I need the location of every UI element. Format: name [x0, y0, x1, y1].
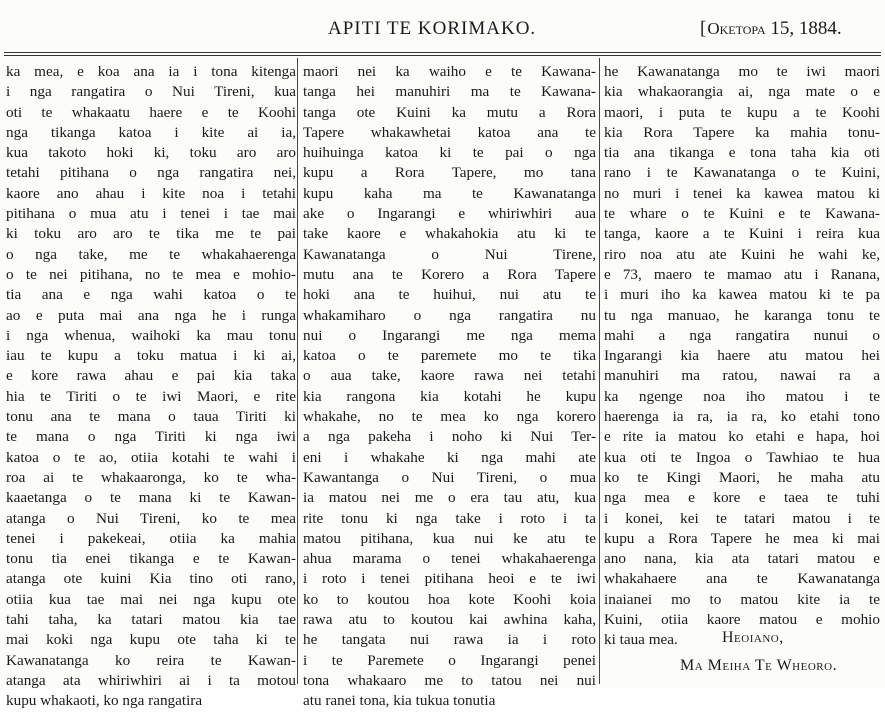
text-line: whakahe, no te mea ko nga korero — [303, 408, 596, 426]
text-line: tanga ote Kuini ka mutu a Rora — [303, 103, 596, 121]
text-line: huihuinga katoa ki te pai o nga — [303, 144, 596, 162]
text-line: tu nga manuao, he karanga tonu te — [604, 306, 880, 324]
text-line: o aua take, kaore rawa nei tetahi — [303, 367, 596, 385]
text-line: tia ana e nga wahi katoa o te — [6, 286, 296, 304]
text-line: nga tikanga katoa i kite ai ia, — [6, 123, 296, 141]
text-line: katoa o te paremete mo te tika — [303, 347, 596, 365]
text-line: ao e puta mai ana nga he i runga — [6, 306, 296, 324]
text-line: no muri i tenei ka kawea matou ki — [604, 184, 880, 202]
text-line: kupu whakaoti, ko nga rangatira — [6, 692, 203, 710]
text-line: i nga whenua, waihoki ka mau tonu — [6, 326, 296, 344]
text-column-1 — [6, 62, 296, 712]
text-line: kua oti te Ingoa o Tawhiao te hua — [604, 448, 880, 466]
text-line: Kawanatanga ko reira te Kawan- — [6, 651, 296, 669]
text-line: tenei i pakekeai, otiia ka mahia — [6, 529, 296, 547]
text-line: rano i te Kawanatanga o te Kuini, — [604, 164, 880, 182]
text-line: tahi taha, ka tatari matou kia tae — [6, 611, 296, 629]
text-line: i roto i tenei pitihana heoi e te iwi — [303, 570, 596, 588]
text-line: atanga ata whiriwhiri ai i ta motou — [6, 671, 296, 689]
text-line: haerenga ia ra, ia ra, ko etahi tono — [604, 408, 880, 426]
text-line: he tangata nui rawa ia i roto — [303, 631, 596, 649]
text-line: ki taua mea. — [604, 631, 678, 649]
text-line: ake o Ingarangi e whiriwhiri aua — [303, 205, 596, 223]
text-line: Kuini, otiia kaore matou e mohio — [604, 611, 880, 629]
text-line: atanga ote kuini Kia tino oti rano, — [6, 570, 296, 588]
text-line: o te nei pitihana, no te mea e mohio- — [6, 265, 296, 283]
header-rule-secondary — [4, 55, 881, 56]
signature-closing: Heoiano, — [722, 629, 784, 646]
text-line: nui o Ingarangi me nga mema — [303, 326, 596, 344]
text-line: kaore ano ahau i kite noa i tetahi — [6, 184, 296, 202]
text-line: e rite ia matou ko etahi e hapa, hoi — [604, 428, 880, 446]
text-line: tonu ana te mana o taua Tiriti ki — [6, 408, 296, 426]
header-rule — [4, 52, 881, 53]
text-line: eni i whakahe ki nga mahi ate — [303, 448, 596, 466]
text-line: ki toku aro aro te tika me te pai — [6, 225, 296, 243]
text-line: hoki ana te huihui, nui atu te — [303, 286, 596, 304]
text-line: mahi a nga rangatira nunui o — [604, 326, 880, 344]
text-line: tanga hei manuhiri ma te Kawana- — [303, 83, 596, 101]
text-line: o nga take, me te whakahaerenga — [6, 245, 296, 263]
text-line: e 73, maero te mamao atu i Ranana, — [604, 265, 880, 283]
text-line: atu ranei tona, kia tukua tonutia — [303, 692, 496, 710]
text-column-3 — [604, 62, 880, 651]
text-line: roa ai te whakaaronga, ko te wha- — [6, 468, 296, 486]
text-line: Tapere whakawhetai katoa ana te — [303, 123, 596, 141]
text-line: kia whakaorangia ai, nga mate o e — [604, 83, 880, 101]
text-line: i konei, kei te tatari matou i te — [604, 509, 880, 527]
signature-name: Ma Meiha Te Wheoro. — [680, 657, 838, 674]
date-day-year: 15, 1884. — [765, 18, 842, 39]
text-line: katoa o te ao, otiia kotahi te wahi i — [6, 448, 296, 466]
text-line: tetahi pitihana o nga rangatira nei, — [6, 164, 296, 182]
text-line: hia te Tiriti o te iwi Maori, e rite — [6, 387, 296, 405]
text-line: maori, i puta te kupu a te Koohi — [604, 103, 880, 121]
text-line: kia rangona kia kotahi he kupu — [303, 387, 596, 405]
text-line: oti te whakaatu haere e te Koohi — [6, 103, 296, 121]
text-line: ka mea, e koa ana ia i tona kitenga — [6, 63, 296, 80]
text-line: ano nana, kia ata tatari matou e — [604, 550, 880, 568]
text-line: rawa atu to koutou kai awhina kaha, — [303, 611, 596, 629]
column-divider-2 — [599, 58, 600, 684]
text-line: i te Paremete o Ingarangi penei — [303, 651, 596, 669]
date-month: Oketopa — [707, 19, 766, 38]
text-line: te mana o nga Tiriti ki nga iwi — [6, 428, 296, 446]
text-line: te whare o te Kuini e te Kawana- — [604, 205, 880, 223]
text-line: whakamiharo o nga rangatira nu — [303, 306, 596, 324]
text-line: pitihana o mua atu i tenei i tae mai — [6, 205, 296, 223]
text-line: e kore rawa ahau e pai kia taka — [6, 367, 296, 385]
text-line: iau te kupu a toku matua i ki ai, — [6, 347, 296, 365]
text-line: kupu kaha ma te Kawanatanga — [303, 184, 596, 202]
text-line: kaaetanga o te mana ki te Kawan- — [6, 489, 296, 507]
text-line: kupu a Rora Tapere, mo tana — [303, 164, 596, 182]
text-line: whakahaere ana te Kawanatanga — [604, 570, 880, 588]
text-line: ka ngenge noa iho matou i te — [604, 387, 880, 405]
text-line: Kawantanga o Nui Tireni, o mua — [303, 468, 596, 486]
text-line: kia Rora Tapere ka mahia tonu- — [604, 123, 880, 141]
text-line: tia ana tikanga e tona taha kia oti — [604, 144, 880, 162]
text-line: kupu a Rora Tapere he mea ki mai — [604, 529, 880, 547]
text-line: kua takoto hoki ki, toku aro aro — [6, 144, 296, 162]
text-line: riro noa atu ate Kuini he wahi ke, — [604, 245, 880, 263]
text-column-2 — [303, 62, 596, 712]
text-line: i muri iho ka kawea matou ki te pa — [604, 286, 880, 304]
text-line: atanga o Nui Tireni, ko te mea — [6, 509, 296, 527]
date-bracket: [ — [700, 18, 707, 39]
column-divider-1 — [297, 58, 298, 684]
newspaper-title: APITI TE KORIMAKO. — [328, 18, 537, 39]
text-line: nga mea e kore e taea te tuhi — [604, 489, 880, 507]
text-line: otiia kua tae mai nei nga kupu ote — [6, 590, 296, 608]
text-line: ko te Kingi Maori, he maha atu — [604, 468, 880, 486]
text-line: matou pitihana, kua nui ke atu te — [303, 529, 596, 547]
text-line: ahua marama o tenei whakahaerenga — [303, 550, 596, 568]
text-line: take kaore e whakahokia atu ki te — [303, 225, 596, 243]
text-line: mai koki nga kupu ote taha ki te — [6, 631, 296, 649]
text-line: tonu tia enei tikanga e te Kawan- — [6, 550, 296, 568]
text-line: a nga pakeha i noho ki Nui Ter- — [303, 428, 596, 446]
text-line: rite tonu ki nga take i roto i ta — [303, 509, 596, 527]
text-line: he Kawanatanga mo te iwi maori — [604, 63, 880, 80]
text-line: maori nei ka waiho e te Kawana- — [303, 63, 596, 80]
issue-date — [700, 18, 842, 40]
text-line: manuhiri ma ratou, nawai ra a — [604, 367, 880, 385]
text-line: tanga, kaore a te Kuini i reira kua — [604, 225, 880, 243]
text-line: Ingarangi kia haere atu matou hei — [604, 347, 880, 365]
text-line: Kawanatanga o Nui Tirene, — [303, 245, 596, 263]
text-line: mutu ana te Korero a Rora Tapere — [303, 265, 596, 283]
text-line: tona whakaaro me to tatou nei nui — [303, 671, 596, 689]
text-line: ko to koutou hoa kote Koohi koia — [303, 590, 596, 608]
text-line: inaianei mo to matou kite ia te — [604, 590, 880, 608]
text-line: ia matou nei me o era tau atu, kua — [303, 489, 596, 507]
text-line: i nga rangatira o Nui Tireni, kua — [6, 83, 296, 101]
masthead — [0, 14, 885, 44]
